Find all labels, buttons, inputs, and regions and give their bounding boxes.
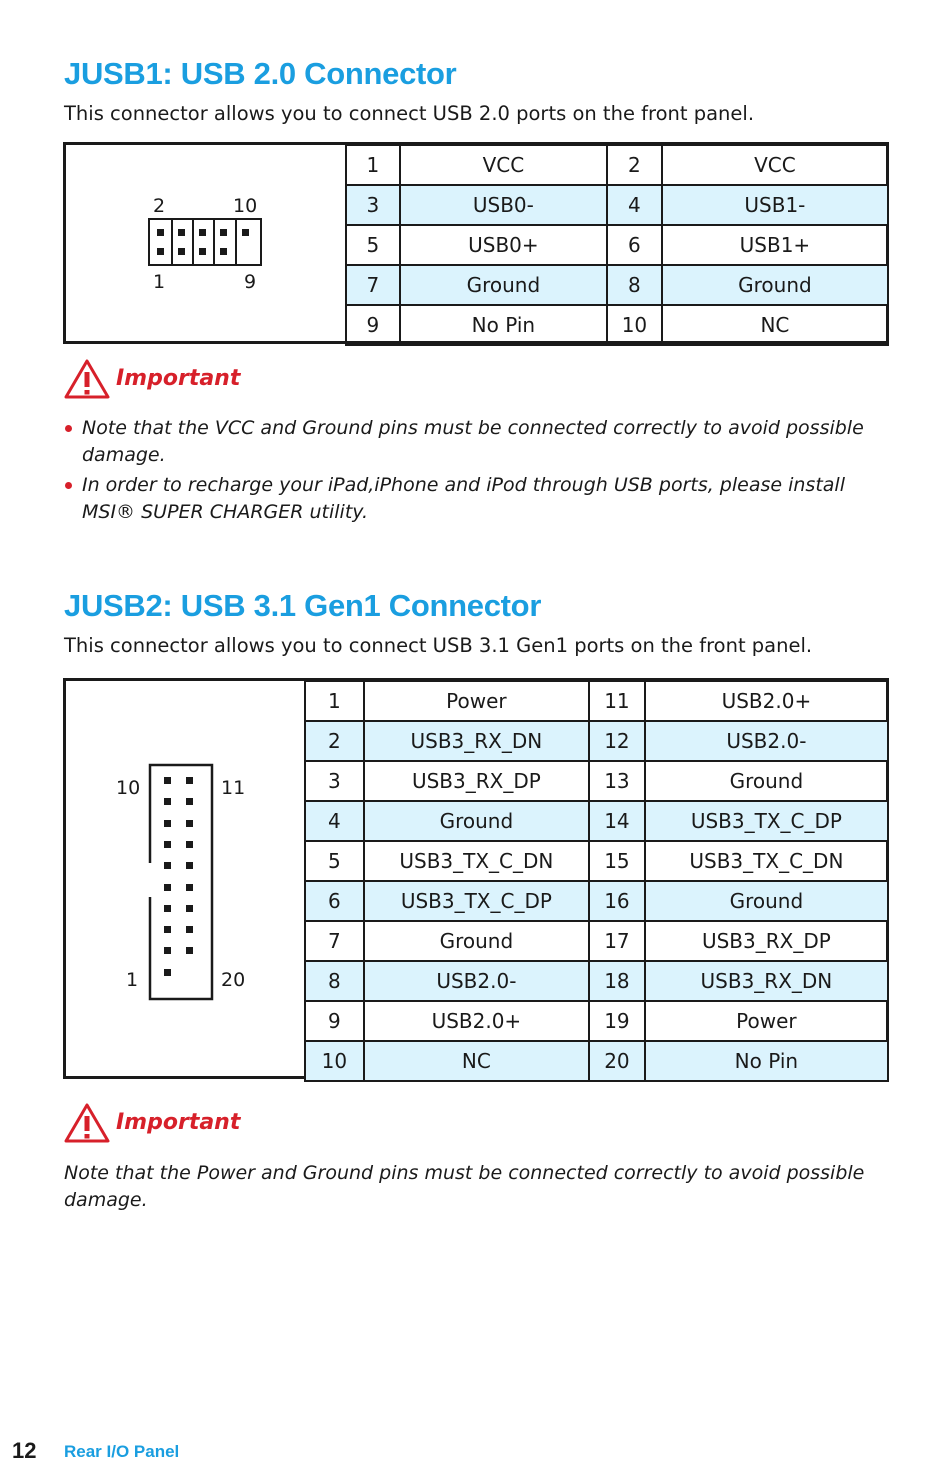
pin-signal: USB3_RX_DP <box>364 761 589 801</box>
pin-number: 1 <box>346 145 400 185</box>
pin-label-top-left: 2 <box>153 195 166 217</box>
bullet <box>65 425 72 432</box>
jusb2-pin-table <box>63 678 889 1079</box>
pin-number: 3 <box>346 185 400 225</box>
table-row <box>305 881 888 921</box>
warning-triangle-icon <box>63 1102 111 1144</box>
pin-number: 18 <box>589 961 645 1001</box>
jusb1-pin-table <box>63 142 889 344</box>
pin-signal: USB1- <box>662 185 888 225</box>
pin-number: 12 <box>589 721 645 761</box>
header-pin <box>186 841 193 848</box>
pin-divider <box>171 220 173 264</box>
pin-divider <box>213 220 215 264</box>
pin-number: 19 <box>589 1001 645 1041</box>
pin-signal: USB2.0+ <box>645 681 888 721</box>
pin-signal: Ground <box>662 265 888 305</box>
header-pin <box>164 926 171 933</box>
table-row <box>346 265 888 305</box>
header-pin <box>186 926 193 933</box>
section2-description: This connector allows you to connect USB 3.1 Gen1 ports on the front panel. <box>64 634 813 657</box>
header-pin <box>164 862 171 869</box>
pin-signal: USB3_RX_DP <box>645 921 888 961</box>
pin-signal: Ground <box>364 801 589 841</box>
pin-signal: USB3_TX_C_DP <box>364 881 589 921</box>
header-pin <box>178 229 185 236</box>
pin-signal: USB2.0+ <box>364 1001 589 1041</box>
important-label-1: Important <box>116 366 241 391</box>
header-pin <box>164 905 171 912</box>
jusb1-connector-diagram <box>66 145 345 341</box>
table-row <box>305 801 888 841</box>
table-row <box>305 761 888 801</box>
usb3-pins <box>146 763 216 1003</box>
pin-signal: USB3_RX_DN <box>364 721 589 761</box>
pin-number: 7 <box>305 921 364 961</box>
header-pin <box>186 820 193 827</box>
pin-number: 10 <box>607 305 662 345</box>
section2-title: JUSB2: USB 3.1 Gen1 Connector <box>64 588 542 623</box>
pin-signal: Ground <box>400 265 607 305</box>
pin-number: 17 <box>589 921 645 961</box>
pin-number: 4 <box>607 185 662 225</box>
pin-signal: USB0- <box>400 185 607 225</box>
header-pin <box>164 947 171 954</box>
table-row <box>305 721 888 761</box>
jusb1-pinout <box>345 144 889 346</box>
bullet <box>65 482 72 489</box>
pin-signal: USB3_TX_C_DN <box>645 841 888 881</box>
pin-signal: Power <box>645 1001 888 1041</box>
pin-signal: USB3_TX_C_DP <box>645 801 888 841</box>
note-2: In order to recharge your iPad,iPhone and iPod through USB ports, please install MSI® SUPER CHARGER utility. <box>82 474 845 523</box>
header-pin <box>220 248 227 255</box>
pin-divider <box>192 220 194 264</box>
pin-signal: NC <box>662 305 888 345</box>
pin-number: 11 <box>589 681 645 721</box>
table-row <box>346 185 888 225</box>
pin-signal: USB3_TX_C_DN <box>364 841 589 881</box>
important-label-2: Important <box>116 1110 241 1135</box>
pin-signal: USB2.0- <box>645 721 888 761</box>
header-pin <box>164 969 171 976</box>
pin-number: 1 <box>305 681 364 721</box>
pin-signal: USB2.0- <box>364 961 589 1001</box>
header-pin <box>199 248 206 255</box>
pin-number: 16 <box>589 881 645 921</box>
header-pin <box>164 777 171 784</box>
table-row <box>305 1041 888 1081</box>
pin-number: 13 <box>589 761 645 801</box>
pin-number: 14 <box>589 801 645 841</box>
header-pin <box>178 248 185 255</box>
pin-signal: Ground <box>364 921 589 961</box>
header-pin <box>220 229 227 236</box>
jusb2-connector-diagram <box>66 681 304 1076</box>
pin-label-bottom-left: 1 <box>153 271 166 293</box>
pin-number: 2 <box>305 721 364 761</box>
header-pin <box>164 798 171 805</box>
header-pin <box>157 248 164 255</box>
pin-signal: Ground <box>645 881 888 921</box>
usb2-header-outline <box>148 218 262 266</box>
page-number: 12 <box>12 1438 37 1463</box>
pin-label-bottom-right: 20 <box>221 969 246 991</box>
header-pin <box>164 884 171 891</box>
note-3: Note that the Power and Ground pins must be connected correctly to avoid possible damage. <box>64 1162 865 1211</box>
warning-triangle-icon <box>63 358 111 400</box>
header-pin <box>186 862 193 869</box>
header-pin <box>199 229 206 236</box>
pin-signal: USB1+ <box>662 225 888 265</box>
header-pin <box>186 777 193 784</box>
pin-number: 10 <box>305 1041 364 1081</box>
pin-signal: No Pin <box>645 1041 888 1081</box>
header-pin <box>157 229 164 236</box>
footer-section-title: Rear I/O Panel <box>64 1442 180 1461</box>
pin-signal: USB0+ <box>400 225 607 265</box>
pin-signal: No Pin <box>400 305 607 345</box>
pin-number: 5 <box>346 225 400 265</box>
pin-number: 9 <box>346 305 400 345</box>
header-pin <box>186 884 193 891</box>
table-row <box>305 1001 888 1041</box>
pin-label-bottom-left: 1 <box>126 969 139 991</box>
pin-label-bottom-right: 9 <box>244 271 257 293</box>
pin-signal: Power <box>364 681 589 721</box>
pin-number: 7 <box>346 265 400 305</box>
header-pin <box>164 820 171 827</box>
pin-label-top-right: 10 <box>233 195 258 217</box>
pin-number: 8 <box>607 265 662 305</box>
pin-number: 6 <box>305 881 364 921</box>
header-pin <box>186 947 193 954</box>
header-pin <box>186 905 193 912</box>
table-row <box>305 961 888 1001</box>
pin-number: 2 <box>607 145 662 185</box>
header-pin <box>164 841 171 848</box>
pin-signal: Ground <box>645 761 888 801</box>
table-row <box>305 921 888 961</box>
pin-number: 9 <box>305 1001 364 1041</box>
header-pin <box>186 798 193 805</box>
pin-label-top-left: 10 <box>116 777 141 799</box>
table-row <box>346 305 888 345</box>
pin-number: 4 <box>305 801 364 841</box>
pin-divider <box>235 220 237 264</box>
section1-description: This connector allows you to connect USB 2.0 ports on the front panel. <box>64 102 755 125</box>
jusb2-pinout <box>304 680 889 1082</box>
pin-number: 5 <box>305 841 364 881</box>
pin-number: 15 <box>589 841 645 881</box>
pin-signal: USB3_RX_DN <box>645 961 888 1001</box>
pin-number: 3 <box>305 761 364 801</box>
pin-number: 6 <box>607 225 662 265</box>
pin-label-top-right: 11 <box>221 777 246 799</box>
table-row <box>346 225 888 265</box>
header-pin <box>242 229 249 236</box>
pin-number: 20 <box>589 1041 645 1081</box>
table-row <box>305 681 888 721</box>
section1-title: JUSB1: USB 2.0 Connector <box>64 56 457 91</box>
table-row <box>346 145 888 185</box>
note-1: Note that the VCC and Ground pins must be connected correctly to avoid possible damage. <box>82 417 864 466</box>
pin-number: 8 <box>305 961 364 1001</box>
pin-signal: VCC <box>400 145 607 185</box>
pin-signal: NC <box>364 1041 589 1081</box>
pin-signal: VCC <box>662 145 888 185</box>
table-row <box>305 841 888 881</box>
